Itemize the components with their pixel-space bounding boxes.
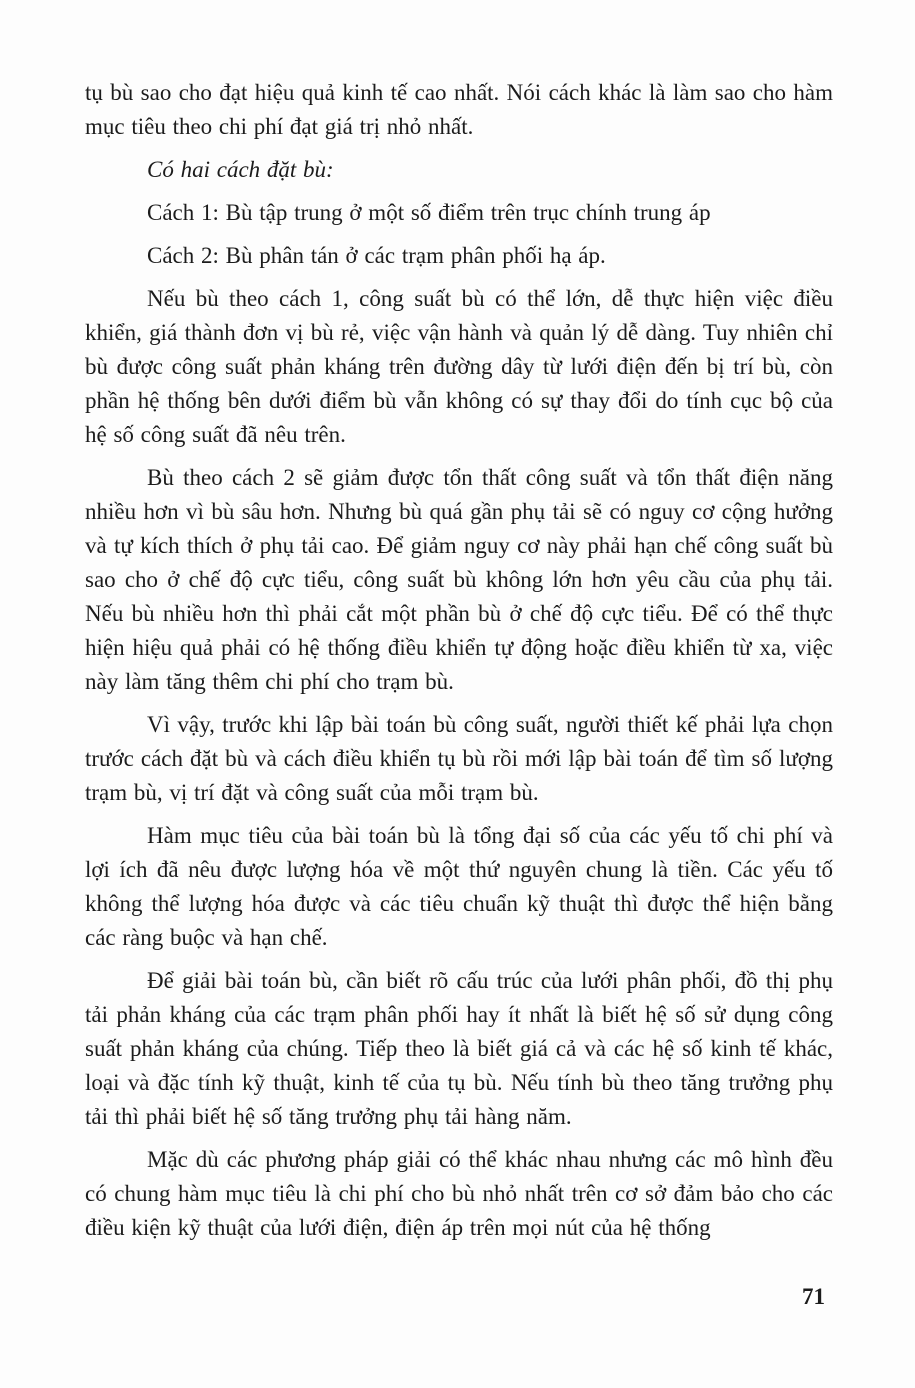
paragraph-method-1: Cách 1: Bù tập trung ở một số điểm trên trục chính trung áp	[147, 200, 711, 225]
paragraph-heading: Có hai cách đặt bù:	[147, 157, 334, 182]
paragraph: Hàm mục tiêu của bài toán bù là tổng đại số của các yếu tố chi phí và lợi ích đã nêu được lượng hóa về một thứ nguyên chung là tiền. Các yếu tố không thể lượng hóa được và các tiêu chuẩn kỹ thuật thì được thể hiện bằng các ràng buộc và hạn chế.	[85, 823, 833, 950]
page-number: 71	[802, 1284, 825, 1309]
paragraph: Mặc dù các phương pháp giải có thể khác nhau nhưng các mô hình đều có chung hàm mục tiêu là chi phí cho bù nhỏ nhất trên cơ sở đảm bảo cho các điều kiện kỹ thuật của lưới điện, điện áp trên mọi nút của hệ thống	[85, 1147, 833, 1240]
paragraph: Vì vậy, trước khi lập bài toán bù công suất, người thiết kế phải lựa chọn trước cách đặt bù và cách điều khiển tụ bù rồi mới lập bài toán để tìm số lượng trạm bù, vị trí đặt và công suất của mỗi trạm bù.	[85, 712, 833, 805]
paragraph: Để giải bài toán bù, cần biết rõ cấu trúc của lưới phân phối, đồ thị phụ tải phản kháng của các trạm phân phối hay ít nhất là biết hệ số sử dụng công suất phản kháng của chúng. Tiếp theo là biết giá cả và các hệ số kinh tế khác, loại và đặc tính kỹ thuật, kinh tế của tụ bù. Nếu tính bù theo tăng trưởng phụ tải thì phải biết hệ số tăng trưởng phụ tải hàng năm.	[85, 968, 833, 1129]
paragraph-continuation: tụ bù sao cho đạt hiệu quả kinh tế cao nhất. Nói cách khác là làm sao cho hàm mục tiêu theo chi phí đạt giá trị nhỏ nhất.	[85, 80, 833, 139]
paragraph-method-2: Cách 2: Bù phân tán ở các trạm phân phối hạ áp.	[147, 243, 606, 268]
paragraph: Nếu bù theo cách 1, công suất bù có thể lớn, dễ thực hiện việc điều khiển, giá thành đơn vị bù rẻ, việc vận hành và quản lý dễ dàng. Tuy nhiên chỉ bù được công suất phản kháng trên đường dây từ lưới điện đến bị trí bù, còn phần hệ thống bên dưới điểm bù vẫn không có sự thay đổi do tính cục bộ của hệ số công suất đã nêu trên.	[85, 286, 833, 447]
paragraph: Bù theo cách 2 sẽ giảm được tổn thất công suất và tổn thất điện năng nhiều hơn vì bù sâu hơn. Nhưng bù quá gần phụ tải sẽ có nguy cơ cộng hưởng và tự kích thích ở phụ tải cao. Để giảm nguy cơ này phải hạn chế công suất bù sao cho ở chế độ cực tiểu, công suất bù không lớn hơn yêu cầu của phụ tải. Nếu bù nhiều hơn thì phải cắt một phần bù ở chế độ cực tiểu. Để có thể thực hiện hiệu quả phải có hệ thống điều khiển tự động hoặc điều khiển từ xa, việc này làm tăng thêm chi phí cho trạm bù.	[85, 465, 833, 694]
text-block	[85, 76, 833, 1254]
